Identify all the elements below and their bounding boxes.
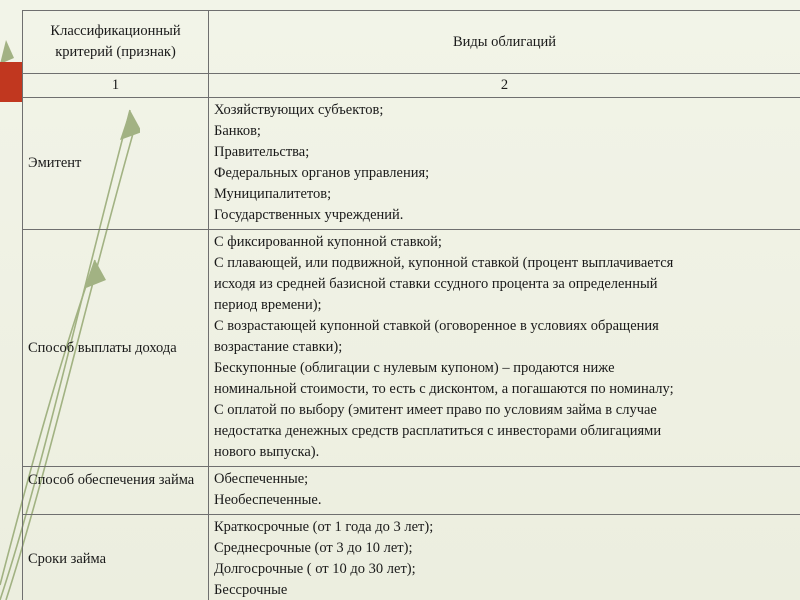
values-issuer — [209, 98, 800, 230]
table-row — [23, 467, 800, 515]
list-item: Федеральных органов управления; — [214, 165, 430, 181]
list-item: Хозяйствующих субъектов; — [214, 102, 384, 118]
list-item: Долгосрочные ( от 10 до 30 лет); — [214, 561, 416, 577]
criterion-loan-term: Сроки займа — [23, 515, 209, 600]
list-item: Правительства; — [214, 144, 310, 160]
header-types: Виды облигаций — [209, 11, 800, 74]
table-row — [23, 230, 800, 467]
list-item: Банков; — [214, 123, 261, 139]
list-item: С возрастающей купонной ставкой (оговоренное в условиях обращения — [214, 318, 659, 334]
column-number-2: 2 — [209, 74, 800, 98]
accent-bar — [0, 62, 22, 102]
table-row — [23, 515, 800, 600]
list-item: недостатка денежных средств расплатиться с инвесторами облигациями — [214, 423, 662, 439]
header-row — [23, 11, 800, 74]
list-item: исходя из средней базисной ставки ссудного процента за определенный — [214, 276, 658, 292]
values-loan-term — [209, 515, 800, 600]
list-item: Краткосрочные (от 1 года до 3 лет); — [214, 519, 434, 535]
list-item: Среднесрочные (от 3 до 10 лет); — [214, 540, 413, 556]
bond-classification-table — [22, 10, 800, 600]
list-item: Муниципалитетов; — [214, 186, 332, 202]
number-row — [23, 74, 800, 98]
list-item: период времени); — [214, 297, 322, 313]
list-item: номинальной стоимости, то есть с дисконтом, а погашаются по номиналу; — [214, 381, 674, 397]
list-item: С плавающей, или подвижной, купонной ставкой (процент выплачивается — [214, 255, 674, 271]
criterion-income-payment: Способ выплаты дохода — [23, 230, 209, 467]
values-loan-security — [209, 467, 800, 515]
header-criterion: Классификационный критерий (признак) — [23, 11, 209, 74]
column-number-1: 1 — [23, 74, 209, 98]
criterion-issuer: Эмитент — [23, 98, 209, 230]
list-item: С оплатой по выбору (эмитент имеет право по условиям займа в случае — [214, 402, 657, 418]
list-item: нового выпуска). — [214, 444, 320, 460]
criterion-loan-security: Способ обеспечения займа — [23, 467, 209, 515]
list-item: Бескупонные (облигации с нулевым купоном) – продаются ниже — [214, 360, 615, 376]
list-item: Бессрочные — [214, 582, 288, 598]
table-row — [23, 98, 800, 230]
list-item: Необеспеченные. — [214, 492, 322, 508]
values-income-payment — [209, 230, 800, 467]
list-item: Государственных учреждений. — [214, 207, 404, 223]
list-item: С фиксированной купонной ставкой; — [214, 234, 442, 250]
list-item: Обеспеченные; — [214, 471, 309, 487]
bond-classification-table-wrapper — [22, 10, 800, 600]
list-item: возрастание ставки); — [214, 339, 343, 355]
